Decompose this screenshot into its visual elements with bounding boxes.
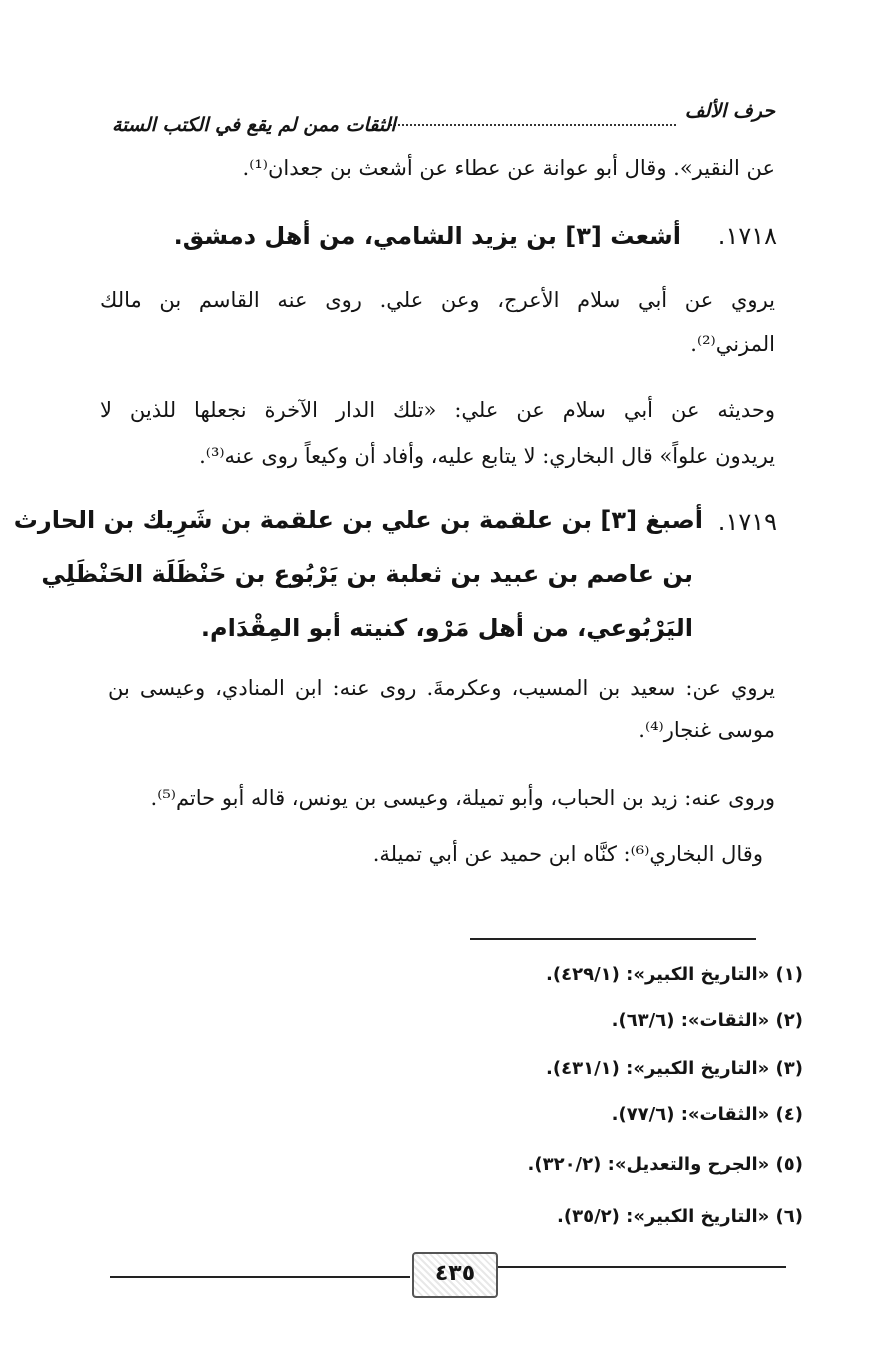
- entry-1719-para-2: وروى عنه: زيد بن الحباب، وأبو تميلة، وعيسى بن يونس، قاله أبو حاتم⁽⁵⁾.: [150, 786, 775, 810]
- entry-title-1719-line-1: أصبغ [٣] بن علقمة بن علي بن علقمة بن شَرِيك بن الحارث: [13, 506, 703, 534]
- entry-number-1718: ١٧١٨.: [717, 222, 777, 250]
- header-dot-leader: [390, 124, 676, 126]
- running-header-book-title: الثقات ممن لم يقع في الكتب الستة: [112, 114, 396, 136]
- running-header-chapter: حرف الألف: [684, 100, 775, 122]
- footnote-5: (٥) «الجرح والتعديل»: (٣٢٠/٢).: [527, 1154, 803, 1175]
- footnote-6: (٦) «التاريخ الكبير»: (٣٥/٢).: [557, 1206, 803, 1227]
- entry-number-1719: ١٧١٩.: [717, 508, 777, 536]
- footnote-4: (٤) «الثقات»: (٧٧/٦).: [611, 1104, 803, 1125]
- footer-rule-right: [496, 1266, 786, 1268]
- entry-1718-para-1-line-2: المزني⁽²⁾.: [690, 332, 775, 356]
- entry-title-1718: أشعث [٣] بن يزيد الشامي، من أهل دمشق.: [173, 222, 681, 250]
- page-number: ٤٣٥: [412, 1252, 498, 1298]
- entry-title-1719-line-3: اليَرْبُوعي، من أهل مَرْو، كنيته أبو المِقْدَام.: [200, 614, 693, 642]
- entry-1718-para-2-line-2: يريدون علواً» قال البخاري: لا يتابع عليه، وأفاد أن وكيعاً روى عنه⁽³⁾.: [199, 444, 775, 468]
- entry-1719-para-1-line-1: يروي عن: سعيد بن المسيب، وعكرمةَ. روى عنه: ابن المنادي، وعيسى بن: [108, 676, 775, 700]
- footnote-separator: [470, 938, 756, 940]
- footnote-3: (٣) «التاريخ الكبير»: (٤٣١/١).: [546, 1058, 803, 1079]
- entry-1718-para-1-line-1: يروي عن أبي سلام الأعرج، وعن علي. روى عنه القاسم بن مالك: [100, 288, 775, 312]
- continuation-text: عن النقير». وقال أبو عوانة عن عطاء عن أشعث بن جعدان⁽¹⁾.: [242, 156, 775, 180]
- footer-rule-left: [110, 1276, 410, 1278]
- entry-title-1719-line-2: بن عاصم بن عبيد بن ثعلبة بن يَرْبُوع بن حَنْظَلَة الحَنْظَلِي: [41, 560, 693, 588]
- entry-1719-para-3: وقال البخاري⁽⁶⁾: كنَّاه ابن حميد عن أبي تميلة.: [372, 842, 763, 866]
- entry-1718-para-2-line-1: وحديثه عن أبي سلام عن علي: «تلك الدار الآخرة نجعلها للذين لا: [100, 398, 775, 422]
- footnote-1: (١) «التاريخ الكبير»: (٤٢٩/١).: [546, 964, 803, 985]
- entry-1719-para-1-line-2: موسى غنجار⁽⁴⁾.: [638, 718, 775, 742]
- footnote-2: (٢) «الثقات»: (٦٣/٦).: [611, 1010, 803, 1031]
